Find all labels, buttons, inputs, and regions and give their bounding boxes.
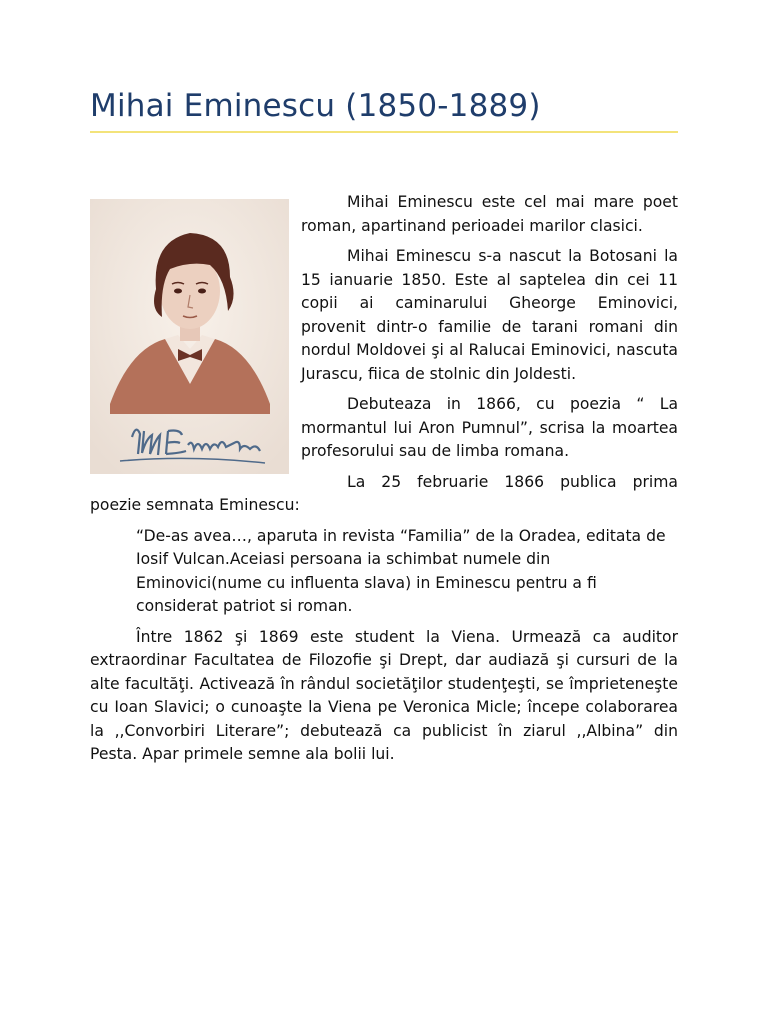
paragraph-first-signed: La 25 februarie 1866 publica prima poezie semnata Eminescu: xyxy=(90,472,678,514)
document-body xyxy=(90,191,678,774)
paragraph-intro: Mihai Eminescu este cel mai mare poet roman, apartinand perioadei marilor clasici. xyxy=(301,193,678,235)
title-underline xyxy=(90,131,678,133)
paragraph-birth: Mihai Eminescu s-a nascut la Botosani la 15 ianuarie 1850. Este al saptelea din cei 11 copii ai caminarului Gheorge Eminovici, provenit dintr-o familie de tarani romani din nordul Moldovei şi al Ralucai Eminovici, nascuta Jurascu, fiica de stolnic din Joldesti. xyxy=(301,247,678,383)
paragraph-quote: “De-as avea…, aparuta in revista “Familia” de la Oradea, editata de Iosif Vulcan.Aceiasi persoana ia schimbat numele din Eminovici(nume cu influenta slava) in Eminescu pentru a fi considerat patriot si roman. xyxy=(136,526,666,615)
paragraph-vienna: Între 1862 şi 1869 este student la Viena. Urmează ca auditor extraordinar Facultatea de Filozofie şi Drept, dar audiază şi cursuri de la alte facultăţi. Activează în rândul societăţilor studenţeşti, se împrieteneşte cu Ioan Slavici; o cunoaşte la Viena pe Veronica Micle; începe colaborarea la ,,Convorbiri Literare”; debutează ca publicist în ziarul ,,Albina” din Pesta. Apar primele semne ala bolii lui. xyxy=(90,627,678,763)
portrait-photo-icon xyxy=(90,199,289,474)
paragraph-debut: Debuteaza in 1866, cu poezia “ La mormantul lui Aron Pumnul”, scrisa la moartea profesorului sau de limba romana. xyxy=(301,395,678,460)
portrait-image xyxy=(90,199,289,474)
page-title: Mihai Eminescu (1850-1889) xyxy=(90,88,541,124)
